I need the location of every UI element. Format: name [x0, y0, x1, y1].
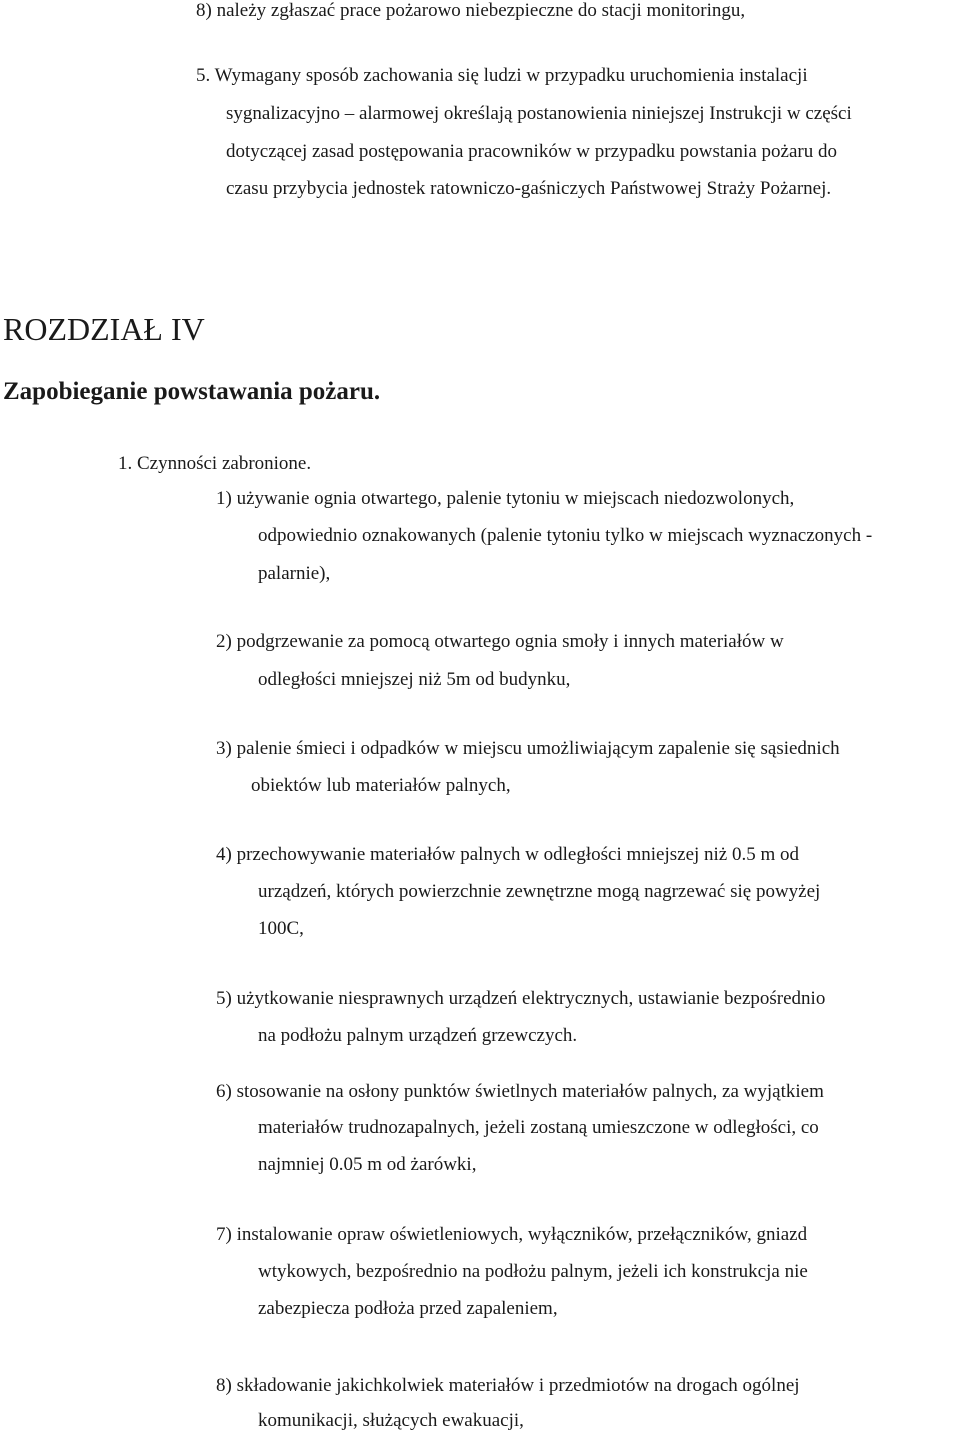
list-item-line: 7) instalowanie opraw oświetleniowych, wyłączników, przełączników, gniazd: [216, 1224, 808, 1245]
list-item-line: na podłożu palnym urządzeń grzewczych.: [258, 1025, 578, 1046]
list-item-line: komunikacji, służących ewakuacji,: [258, 1410, 524, 1431]
list-item-line: 3) palenie śmieci i odpadków w miejscu umożliwiającym zapalenie się sąsiednich: [216, 738, 840, 759]
list-item-line: 1) używanie ognia otwartego, palenie tytoniu w miejscach niedozwolonych,: [216, 488, 795, 509]
chapter-subheading: Zapobieganie powstawania pożaru.: [3, 378, 381, 405]
list-item-line: odpowiednio oznakowanych (palenie tytoniu tylko w miejscach wyznaczonych -: [258, 525, 873, 546]
point-5-line: czasu przybycia jednostek ratowniczo-gaśniczych Państwowej Straży Pożarnej.: [226, 178, 832, 199]
list-item-line: 2) podgrzewanie za pomocą otwartego ognia smoły i innych materiałów w: [216, 631, 784, 652]
list-item-line: 8) składowanie jakichkolwiek materiałów i przedmiotów na drogach ogólnej: [216, 1375, 800, 1396]
intro-item-8: 8) należy zgłaszać prace pożarowo niebezpieczne do stacji monitoringu,: [196, 0, 746, 21]
point-5-line: sygnalizacyjno – alarmowej określają postanowienia niniejszej Instrukcji w części: [226, 103, 852, 124]
list-item-line: urządzeń, których powierzchnie zewnętrzne mogą nagrzewać się powyżej: [258, 881, 821, 902]
list-item-line: wtykowych, bezpośrednio na podłożu palnym, jeżeli ich konstrukcja nie: [258, 1261, 808, 1282]
list-item-line: 5) użytkowanie niesprawnych urządzeń elektrycznych, ustawianie bezpośrednio: [216, 988, 826, 1009]
chapter-heading: ROZDZIAŁ IV: [3, 311, 205, 347]
section-1-title: 1. Czynności zabronione.: [118, 453, 312, 474]
list-item-line: materiałów trudnozapalnych, jeżeli zostaną umieszczone w odległości, co: [258, 1117, 819, 1138]
list-item-line: palarnie),: [258, 563, 331, 584]
list-item-line: 100C,: [258, 918, 304, 939]
list-item-line: odległości mniejszej niż 5m od budynku,: [258, 669, 571, 690]
point-5-line: dotyczącej zasad postępowania pracowników w przypadku powstania pożaru do: [226, 141, 837, 162]
list-item-line: 4) przechowywanie materiałów palnych w odległości mniejszej niż 0.5 m od: [216, 844, 800, 865]
point-5-line: 5. Wymagany sposób zachowania się ludzi w przypadku uruchomienia instalacji: [196, 65, 808, 86]
list-item-line: najmniej 0.05 m od żarówki,: [258, 1154, 477, 1175]
list-item-line: obiektów lub materiałów palnych,: [251, 775, 511, 796]
list-item-line: zabezpiecza podłoża przed zapaleniem,: [258, 1298, 558, 1319]
list-item-line: 6) stosowanie na osłony punktów świetlnych materiałów palnych, za wyjątkiem: [216, 1081, 824, 1102]
